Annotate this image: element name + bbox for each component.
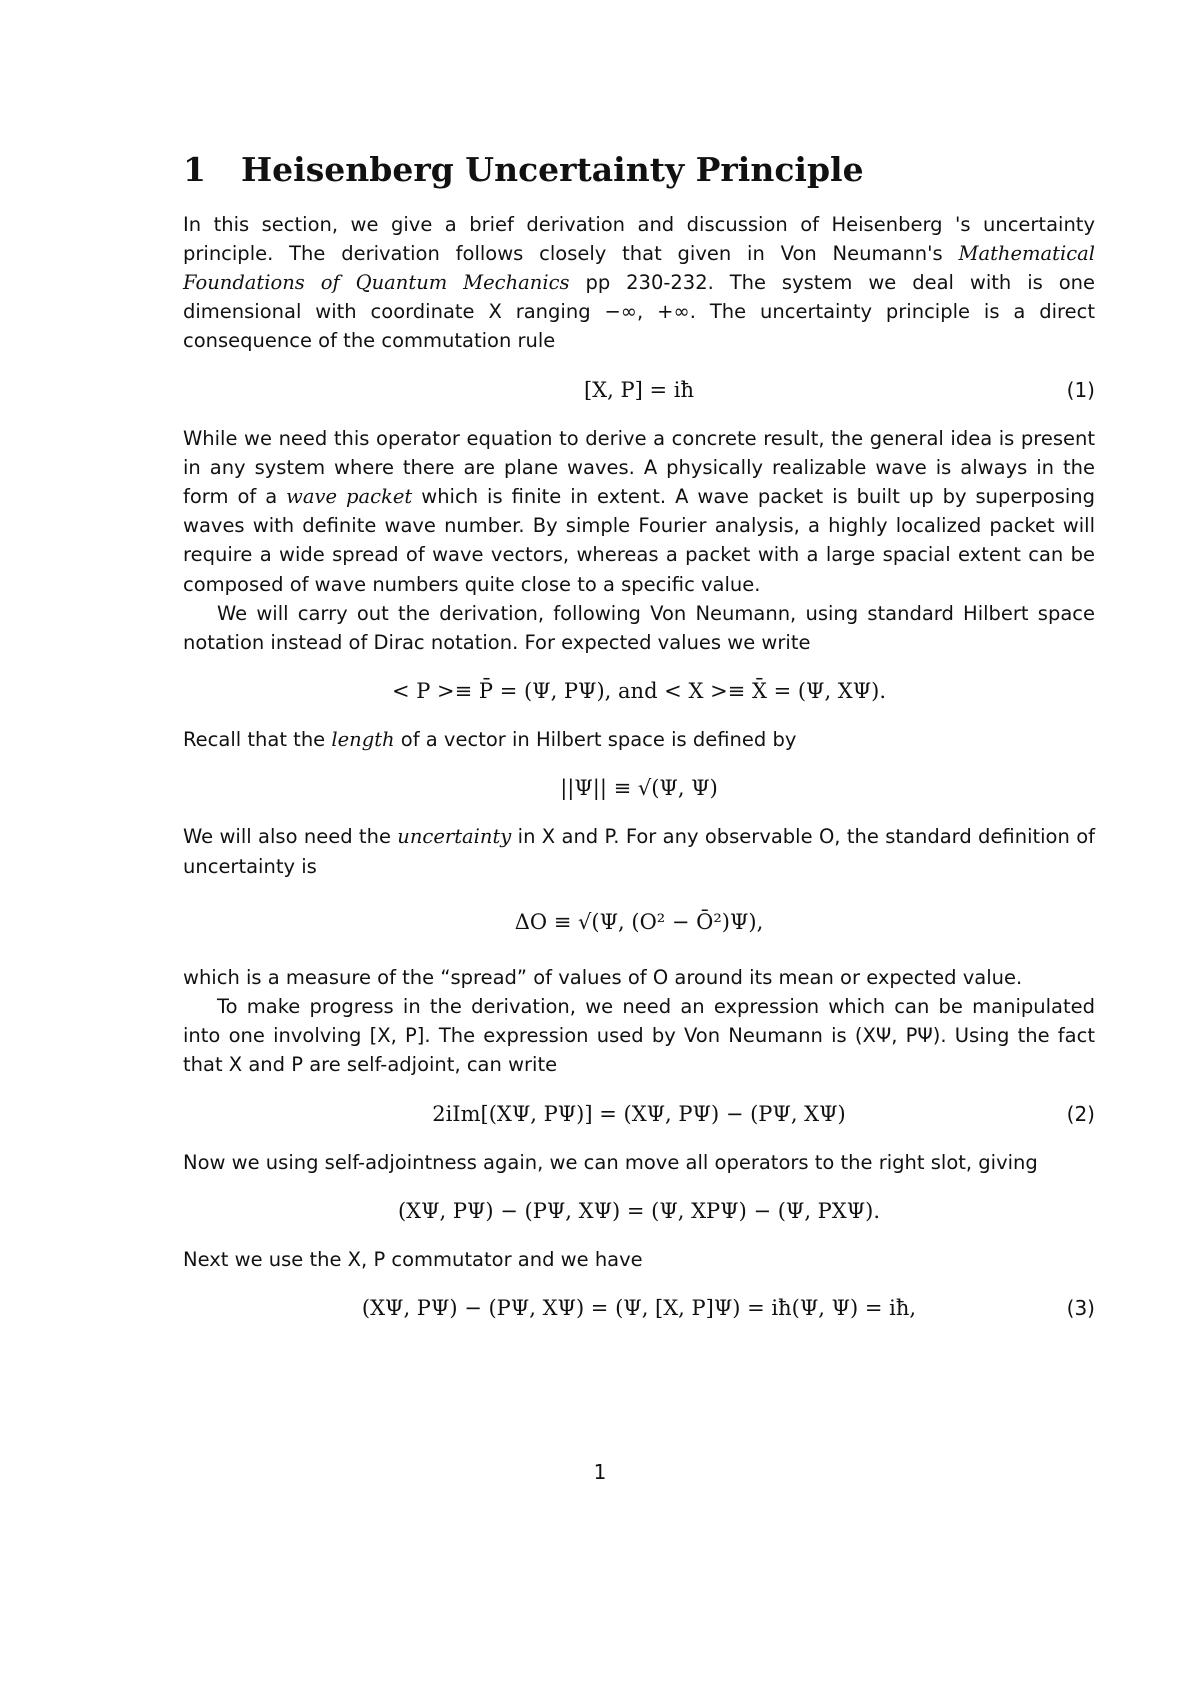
paragraph-text: of a vector in Hilbert space is defined by: [394, 728, 797, 752]
equation-norm: [183, 766, 1095, 810]
paragraph-text: pp 230-232. The system we deal with is one dimensional with coordinate X ranging −∞, +∞. The uncertainty principle is a direct consequence of the commutation rule: [183, 271, 1095, 353]
equation-number: (3): [1066, 1296, 1095, 1321]
page-number: 1: [593, 1460, 607, 1484]
paragraph-text: Recall that the: [183, 728, 332, 752]
equation-content: (XΨ, PΨ) − (PΨ, XΨ) = (Ψ, XPΨ) − (Ψ, PXΨ).: [397, 1198, 881, 1223]
paragraph-text: While we need this operator equation to derive a concrete result, the general idea is present in any system where there are plane waves. A physically realizable wave is always in the form of a: [183, 426, 1095, 509]
equation-content: [X, P] = iħ: [583, 377, 694, 402]
paragraph-text: which is finite in extent. A wave packet is built up by superposing waves with definite wave number. By simple Fourier analysis, a highly localized packet will require a wide spread of wave vectors, whereas a packet with a large spacial extent can be composed of wave numbers quite close to a specific value.: [183, 485, 1096, 596]
emphasis-term: wave packet: [286, 485, 413, 509]
paragraph-notation: We will carry out the derivation, following Von Neumann, using standard Hilbert space notation instead of Dirac notation. For expected values we write: [183, 601, 1095, 655]
equation-content: ||Ψ|| ≡ √(Ψ, Ψ): [560, 776, 718, 801]
equation-number: (1): [1066, 377, 1095, 402]
equation-content: ΔO ≡ √(Ψ, (O² − Ō²)Ψ),: [514, 909, 764, 934]
paragraph-self-adjoint: Now we using self-adjointness again, we can move all operators to the right slot, giving: [183, 1150, 1038, 1174]
equation-2: [183, 1092, 1095, 1136]
paragraph-intro: [183, 210, 1095, 356]
equation-content: (XΨ, PΨ) − (PΨ, XΨ) = (Ψ, [X, P]Ψ) = iħ(Ψ, Ψ) = iħ,: [361, 1296, 917, 1321]
emphasis-term: length: [331, 728, 395, 752]
equation-1: [183, 368, 1095, 412]
paragraph-commutator: Next we use the X, P commutator and we have: [183, 1247, 643, 1271]
equation-number: (2): [1066, 1101, 1095, 1126]
paragraph-text: We will also need the: [183, 825, 398, 849]
section-heading: [183, 150, 1095, 190]
document-page: [183, 150, 1095, 1342]
paragraph-spread: which is a measure of the “spread” of values of O around its mean or expected value.: [183, 965, 1023, 989]
equation-self-adjoint: [183, 1189, 1095, 1233]
paragraph-text: In this section, we give a brief derivation and discussion of Heisenberg 's uncertainty principle. The derivation follows closely that given in Von Neumann's: [183, 212, 1095, 265]
equation-content: < P >≡ P̄ = (Ψ, PΨ), and < X >≡ X̄ = (Ψ, XΨ).: [391, 679, 887, 704]
section-number: 1: [183, 150, 206, 189]
paragraph-progress: To make progress in the derivation, we need an expression which can be manipulated into one involving [X, P]. The expression used by Von Neumann is (XΨ, PΨ). Using the fact that X and P are self-adjoint, can write: [183, 995, 1095, 1077]
book-title: Mathematical Foundations of Quantum Mechanics: [183, 241, 1095, 294]
equation-uncertainty-definition: [183, 893, 1095, 951]
paragraph-uncertainty: [183, 822, 1095, 880]
emphasis-term: uncertainty: [397, 825, 512, 849]
equation-content: 2iIm[(XΨ, PΨ)] = (XΨ, PΨ) − (PΨ, XΨ): [432, 1101, 846, 1126]
paragraph-length: [183, 725, 1095, 754]
equation-3: [183, 1286, 1095, 1330]
paragraph-wave-packet: [183, 424, 1095, 599]
section-title: Heisenberg Uncertainty Principle: [241, 150, 864, 189]
paragraph-text: in X and P. For any observable O, the standard definition of uncertainty is: [183, 825, 1095, 878]
equation-expected-values: [183, 669, 1095, 713]
